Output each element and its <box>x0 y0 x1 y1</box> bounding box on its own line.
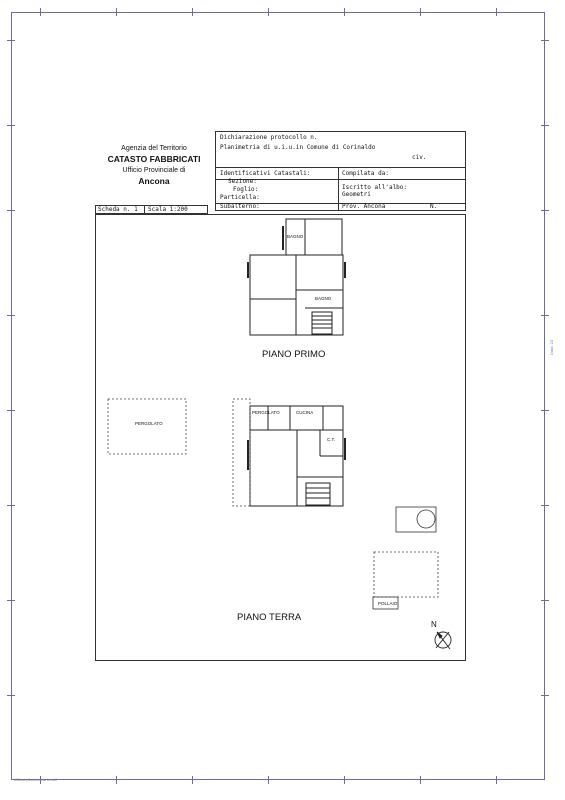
footer-note: Ultima planimetria in atti <box>14 777 57 782</box>
provincia-label: Prov. Ancona <box>342 203 386 210</box>
agency-city: Ancona <box>138 176 170 186</box>
geometri-label: Geometri <box>342 191 371 198</box>
scala-label: Scala 1:200 <box>148 206 188 213</box>
identificativi-label: Identificativi Catastali: <box>220 170 311 177</box>
room-ct: C.T. <box>327 437 336 442</box>
sezione-label: Sezione: <box>228 178 257 185</box>
side-note: Data: 23 <box>549 339 554 355</box>
subalterno-label: Subalterno: <box>220 203 260 210</box>
agency-catasto: CATASTO FABBRICATI <box>107 154 201 164</box>
north-arrow-icon <box>435 632 451 649</box>
planimetria-label: Planimetria di u.i.u.in Comune di Corinaldo <box>220 144 376 151</box>
dichiarazione-label: Dichiarazione protocollo n. <box>220 134 318 141</box>
floor-title-primo: PIANO PRIMO <box>262 349 326 360</box>
room-pergolato: PERGOLATO <box>252 410 280 415</box>
room-cucina: CUCINA <box>296 410 314 415</box>
floor-title-terra: PIANO TERRA <box>237 612 302 623</box>
agency-name: Agenzia del Territorio <box>121 145 187 152</box>
north-label: N <box>431 620 437 629</box>
room-bagno-primo: BAGNO <box>287 234 304 239</box>
room-pollaio: POLLAIO <box>378 601 398 606</box>
room-bagno-secondo: BAGNO <box>315 296 332 301</box>
civ-label: civ. <box>412 154 427 161</box>
scheda-label: Scheda n. 1 <box>98 206 138 213</box>
iscritto-label: Iscritto all'albo: <box>342 184 408 191</box>
foglio-label: Foglio: <box>233 186 259 193</box>
numero-label: N. <box>430 203 438 210</box>
room-pergolato-esterno: PERGOLATO <box>135 421 163 426</box>
agency-office: Ufficio Provinciale di <box>122 167 186 174</box>
particella-label: Particella: <box>220 194 260 201</box>
compilata-label: Compilata da: <box>342 170 389 177</box>
